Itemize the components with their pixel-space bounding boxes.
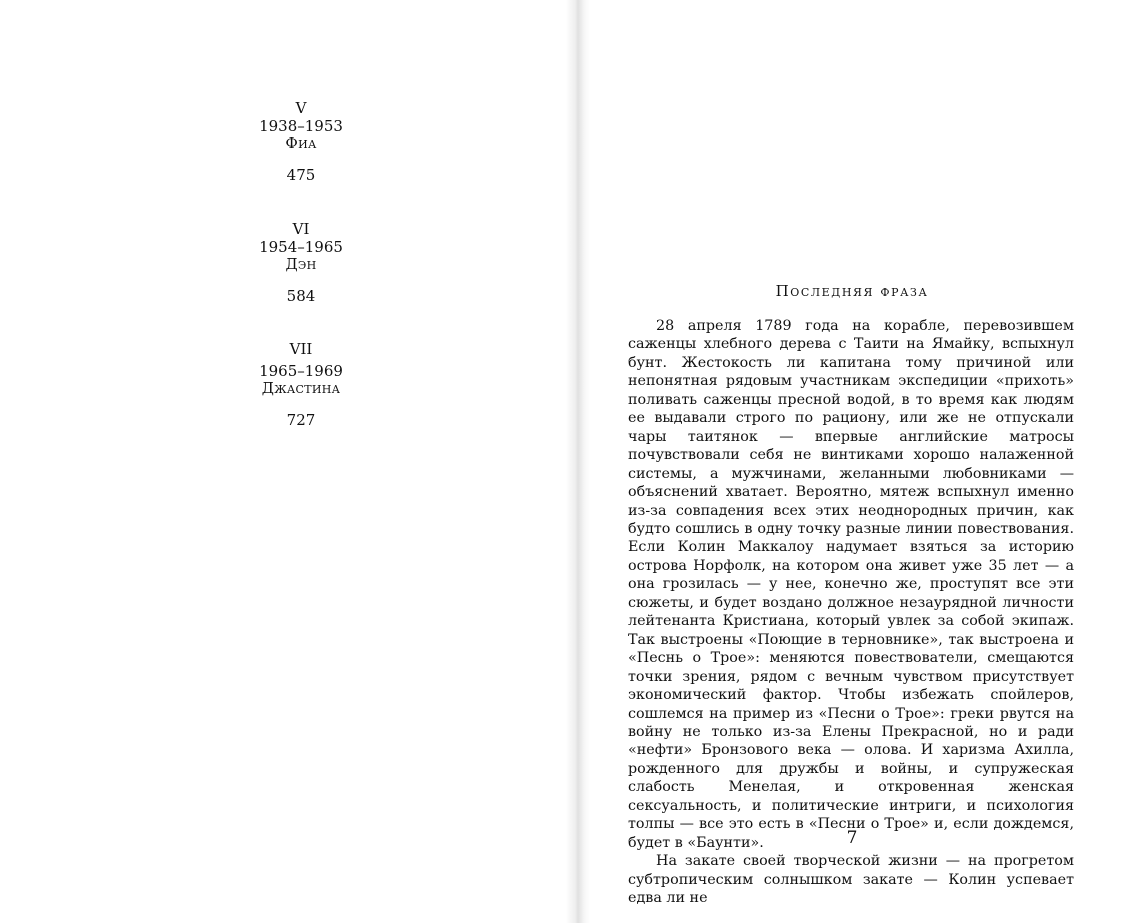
toc-entry-v	[201, 100, 401, 184]
toc-part-number: VII	[289, 340, 313, 358]
toc-page-number: 475	[286, 165, 316, 184]
toc-entry-vii	[201, 341, 401, 429]
page-number: 7	[846, 828, 858, 848]
toc-years: 1954–1965	[259, 237, 343, 256]
article-title: Последняя фраза	[775, 282, 929, 300]
book-gutter-shadow	[566, 0, 590, 923]
toc-part-name: Фиа	[285, 134, 317, 152]
toc-years: 1965–1969	[259, 361, 343, 380]
toc-entry-vi	[201, 221, 401, 305]
toc-years: 1938–1953	[259, 116, 343, 135]
toc-part-number: V	[295, 99, 307, 117]
paragraph: На закате своей творческой жизни — на прогретом субтропическим солнышком закате — Колин успевает едва ли не	[628, 853, 1074, 907]
toc-page-number: 584	[286, 286, 316, 305]
toc-part-number: VI	[292, 220, 310, 238]
paragraph: 28 апреля 1789 года на корабле, перевозившем саженцы хлебного дерева с Таити на Ямайку, вспыхнул бунт. Жестокость ли капитана тому причиной или непонятная рядовым участникам экспедиции «прихоть» поливать саженцы пресной водой, в то время как людям ее выдавали строго по рациону, или же не отпускали чары таитянок — впервые английские матросы почувствовали себя не винтиками хорошо налаженной системы, а мужчинами, желанными любовниками — объяснений хватает. Вероятно, мятеж вспыхнул именно из-за совпадения всех этих неоднородных причин, как будто сошлись в одну точку разные линии повествования. Если Колин Маккалоу надумает взяться за историю острова Норфолк, на котором она живет уже 35 лет — а она грозилась — у нее, конечно же, проступят все эти сюжеты, и будет воздано должное незаурядной личности лейтенанта Кристиана, который увлек за собой экипаж. Так выстроены «Поющие в терновнике», так выстроена и «Песнь о Трое»: меняются повествователи, смещаются точки зрения, рядом с вечным чувством присутствует экономический фактор. Чтобы избежать спойлеров, сошлемся на пример из «Песни о Трое»: греки рвутся на войну не только из-за Елены Прекрасной, но и ради «нефти» Бронзового века — олова. И харизма Ахилла, рожденного для дружбы и войны, и супружеская слабость Менелая, и откровенная женская сексуальность, и политические интриги, и психология толпы — все это есть в «Песни о Трое» и, если дождемся, будет в «Баунти».	[628, 318, 1074, 851]
article-body	[628, 317, 1074, 908]
toc-part-name: Дэн	[285, 255, 317, 273]
toc-page-number: 727	[286, 410, 316, 429]
toc-part-name: Джастина	[261, 379, 341, 397]
